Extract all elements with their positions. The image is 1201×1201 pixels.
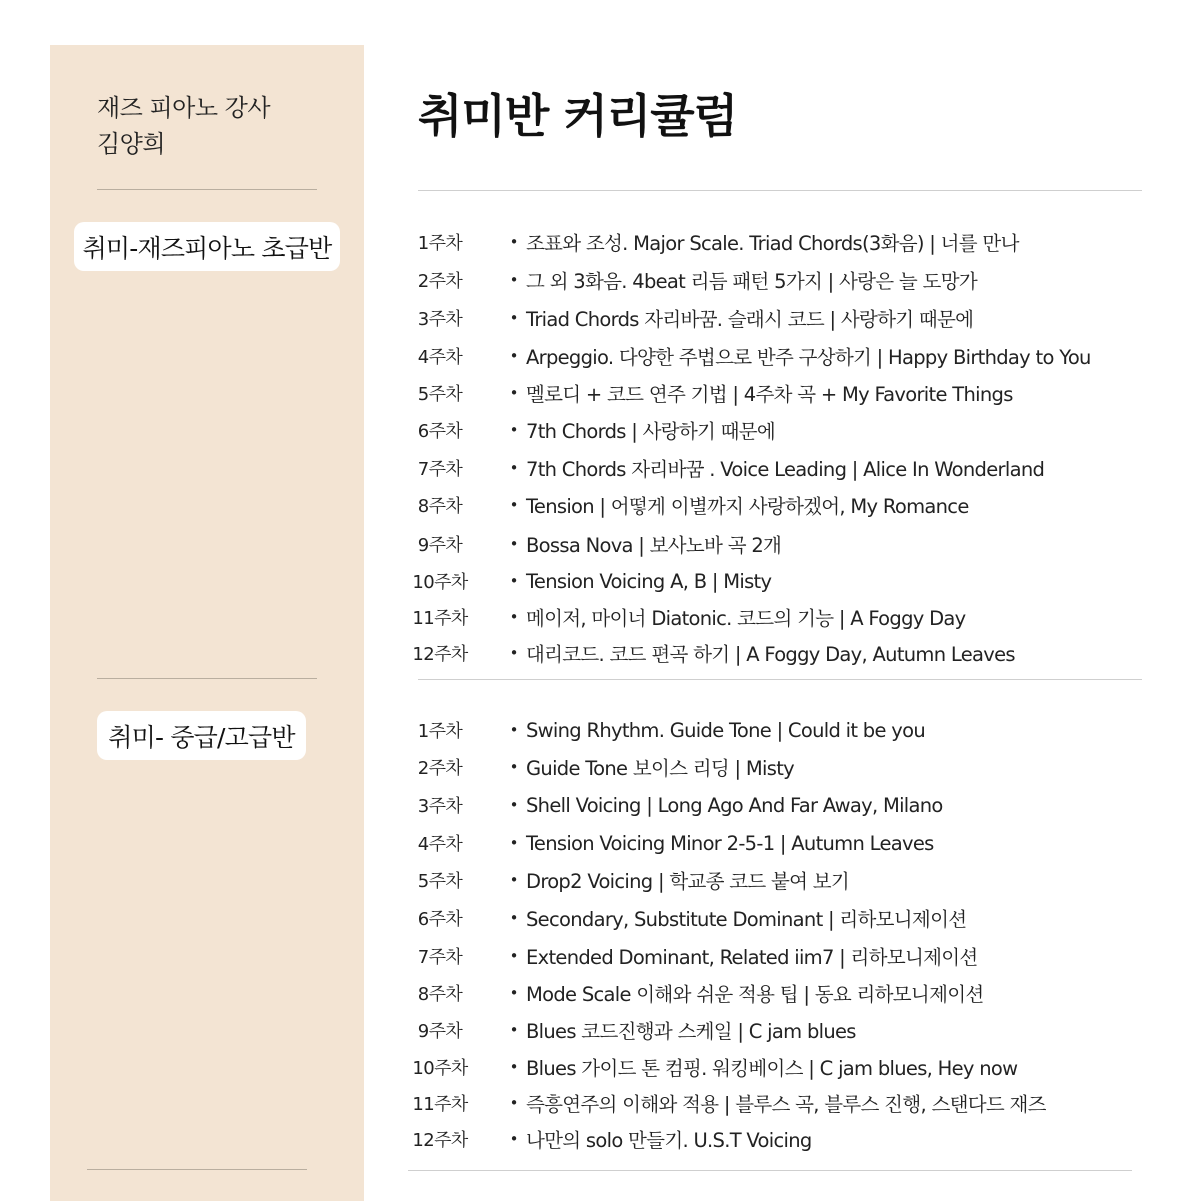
list-item [405, 941, 978, 971]
section-divider [408, 1170, 1132, 1171]
week-label: 2주차 [417, 758, 463, 779]
section-divider [418, 679, 1142, 680]
instructor-title [97, 90, 270, 162]
topic-text: Tension Voicing A, B | Misty [526, 569, 772, 593]
bullet-icon: • [509, 421, 519, 439]
list-item [405, 415, 775, 445]
topic-text: 메이저, 마이너 Diatonic. 코드의 기능 | A Foggy Day [526, 607, 966, 630]
list-item [405, 529, 781, 559]
bullet-icon: • [509, 721, 519, 739]
list-item [405, 566, 771, 596]
topic-text: Secondary, Substitute Dominant | 리하모니제이션 [526, 908, 967, 931]
week-label: 1주차 [417, 721, 463, 742]
bullet-icon: • [509, 1094, 519, 1112]
bullet-icon: • [509, 834, 519, 852]
sidebar-divider [97, 678, 317, 679]
week-label: 10주차 [412, 572, 468, 593]
week-label: 11주차 [412, 608, 468, 629]
list-item [405, 490, 969, 520]
week-label: 10주차 [412, 1058, 468, 1079]
list-item [405, 1088, 1046, 1118]
week-label: 9주차 [417, 1021, 463, 1042]
week-label: 8주차 [417, 496, 463, 517]
topic-text: Tension | 어떻게 이별까지 사랑하겠어, My Romance [526, 495, 969, 518]
list-item [405, 828, 934, 858]
bullet-icon: • [509, 384, 519, 402]
week-label: 12주차 [412, 644, 468, 665]
bullet-icon: • [509, 909, 519, 927]
week-label: 2주차 [417, 271, 463, 292]
bullet-icon: • [509, 1021, 519, 1039]
bullet-icon: • [509, 608, 519, 626]
sidebar [50, 45, 364, 1201]
week-label: 11주차 [412, 1094, 468, 1115]
list-item [405, 638, 1015, 668]
topic-text: 그 외 3화음. 4beat 리듬 패턴 5가지 | 사랑은 늘 도망가 [526, 270, 977, 293]
bullet-icon: • [509, 1130, 519, 1148]
list-item [405, 227, 1019, 257]
instructor-name: 김양희 [97, 130, 166, 158]
list-item [405, 453, 1044, 483]
week-label: 7주차 [417, 947, 463, 968]
topic-text: Drop2 Voicing | 학교종 코드 붙여 보기 [526, 870, 850, 893]
list-item [405, 1015, 856, 1045]
topic-text: 대리코드. 코드 편곡 하기 | A Foggy Day, Autumn Leaves [526, 643, 1015, 666]
topic-text: Guide Tone 보이스 리딩 | Misty [526, 757, 794, 780]
bullet-icon: • [509, 796, 519, 814]
list-item [405, 752, 794, 782]
topic-text: 멜로디 + 코드 연주 기법 | 4주차 곡 + My Favorite Things [526, 383, 1013, 406]
topic-text: 나만의 solo 만들기. U.S.T Voicing [526, 1129, 812, 1152]
sidebar-divider [97, 189, 317, 190]
week-label: 12주차 [412, 1130, 468, 1151]
week-label: 3주차 [417, 309, 463, 330]
list-item [405, 602, 966, 632]
week-label: 3주차 [417, 796, 463, 817]
week-label: 5주차 [417, 384, 463, 405]
bullet-icon: • [509, 758, 519, 776]
topic-text: Blues 코드진행과 스케일 | C jam blues [526, 1020, 856, 1043]
bullet-icon: • [509, 233, 519, 251]
bullet-icon: • [509, 459, 519, 477]
week-label: 1주차 [417, 233, 463, 254]
bullet-icon: • [509, 1058, 519, 1076]
topic-text: Bossa Nova | 보사노바 곡 2개 [526, 534, 782, 557]
topic-text: 즉흥연주의 이해와 적용 | 블루스 곡, 블루스 진행, 스탠다드 재즈 [526, 1093, 1046, 1116]
instructor-role: 재즈 피아노 강사 [97, 94, 271, 122]
week-label: 4주차 [417, 834, 463, 855]
list-item [405, 1052, 1017, 1082]
topic-text: 조표와 조성. Major Scale. Triad Chords(3화음) | 너를 만나 [526, 232, 1019, 255]
bullet-icon: • [509, 347, 519, 365]
list-item [405, 265, 977, 295]
bullet-icon: • [509, 871, 519, 889]
list-item [405, 978, 983, 1008]
topic-text: 7th Chords 자리바꿈 . Voice Leading | Alice In Wonderland [526, 458, 1045, 481]
topic-text: Blues 가이드 톤 컴핑. 워킹베이스 | C jam blues, Hey now [526, 1057, 1018, 1080]
topic-text: Swing Rhythm. Guide Tone | Could it be you [526, 718, 926, 742]
course-badge-intermediate: 취미- 중급/고급반 [97, 711, 306, 760]
week-label: 4주차 [417, 347, 463, 368]
title-divider [418, 190, 1142, 191]
week-label: 6주차 [417, 909, 463, 930]
list-item [405, 790, 943, 820]
bullet-icon: • [509, 496, 519, 514]
week-label: 9주차 [417, 535, 463, 556]
bullet-icon: • [509, 309, 519, 327]
bullet-icon: • [509, 572, 519, 590]
list-item [405, 1124, 812, 1154]
list-item [405, 303, 973, 333]
topic-text: 7th Chords | 사랑하기 때문에 [526, 420, 776, 443]
topic-text: Shell Voicing | Long Ago And Far Away, Milano [526, 793, 943, 817]
list-item [405, 865, 849, 895]
week-label: 7주차 [417, 459, 463, 480]
week-label: 8주차 [417, 984, 463, 1005]
list-item [405, 903, 966, 933]
list-item [405, 715, 925, 745]
topic-text: Mode Scale 이해와 쉬운 적용 팁 | 동요 리하모니제이션 [526, 983, 984, 1006]
bullet-icon: • [509, 271, 519, 289]
course-badge-beginner: 취미-재즈피아노 초급반 [74, 222, 340, 271]
topic-text: Tension Voicing Minor 2-5-1 | Autumn Leaves [526, 831, 934, 855]
page-title: 취미반 커리큘럼 [418, 89, 738, 143]
topic-text: Arpeggio. 다양한 주법으로 반주 구상하기 | Happy Birthday to You [526, 346, 1091, 369]
week-label: 6주차 [417, 421, 463, 442]
list-item [405, 341, 1091, 371]
bullet-icon: • [509, 644, 519, 662]
topic-text: Triad Chords 자리바꿈. 슬래시 코드 | 사랑하기 때문에 [526, 308, 974, 331]
topic-text: Extended Dominant, Related iim7 | 리하모니제이션 [526, 946, 978, 969]
week-label: 5주차 [417, 871, 463, 892]
bullet-icon: • [509, 535, 519, 553]
sidebar-divider [87, 1169, 307, 1170]
bullet-icon: • [509, 984, 519, 1002]
list-item [405, 378, 1013, 408]
bullet-icon: • [509, 947, 519, 965]
